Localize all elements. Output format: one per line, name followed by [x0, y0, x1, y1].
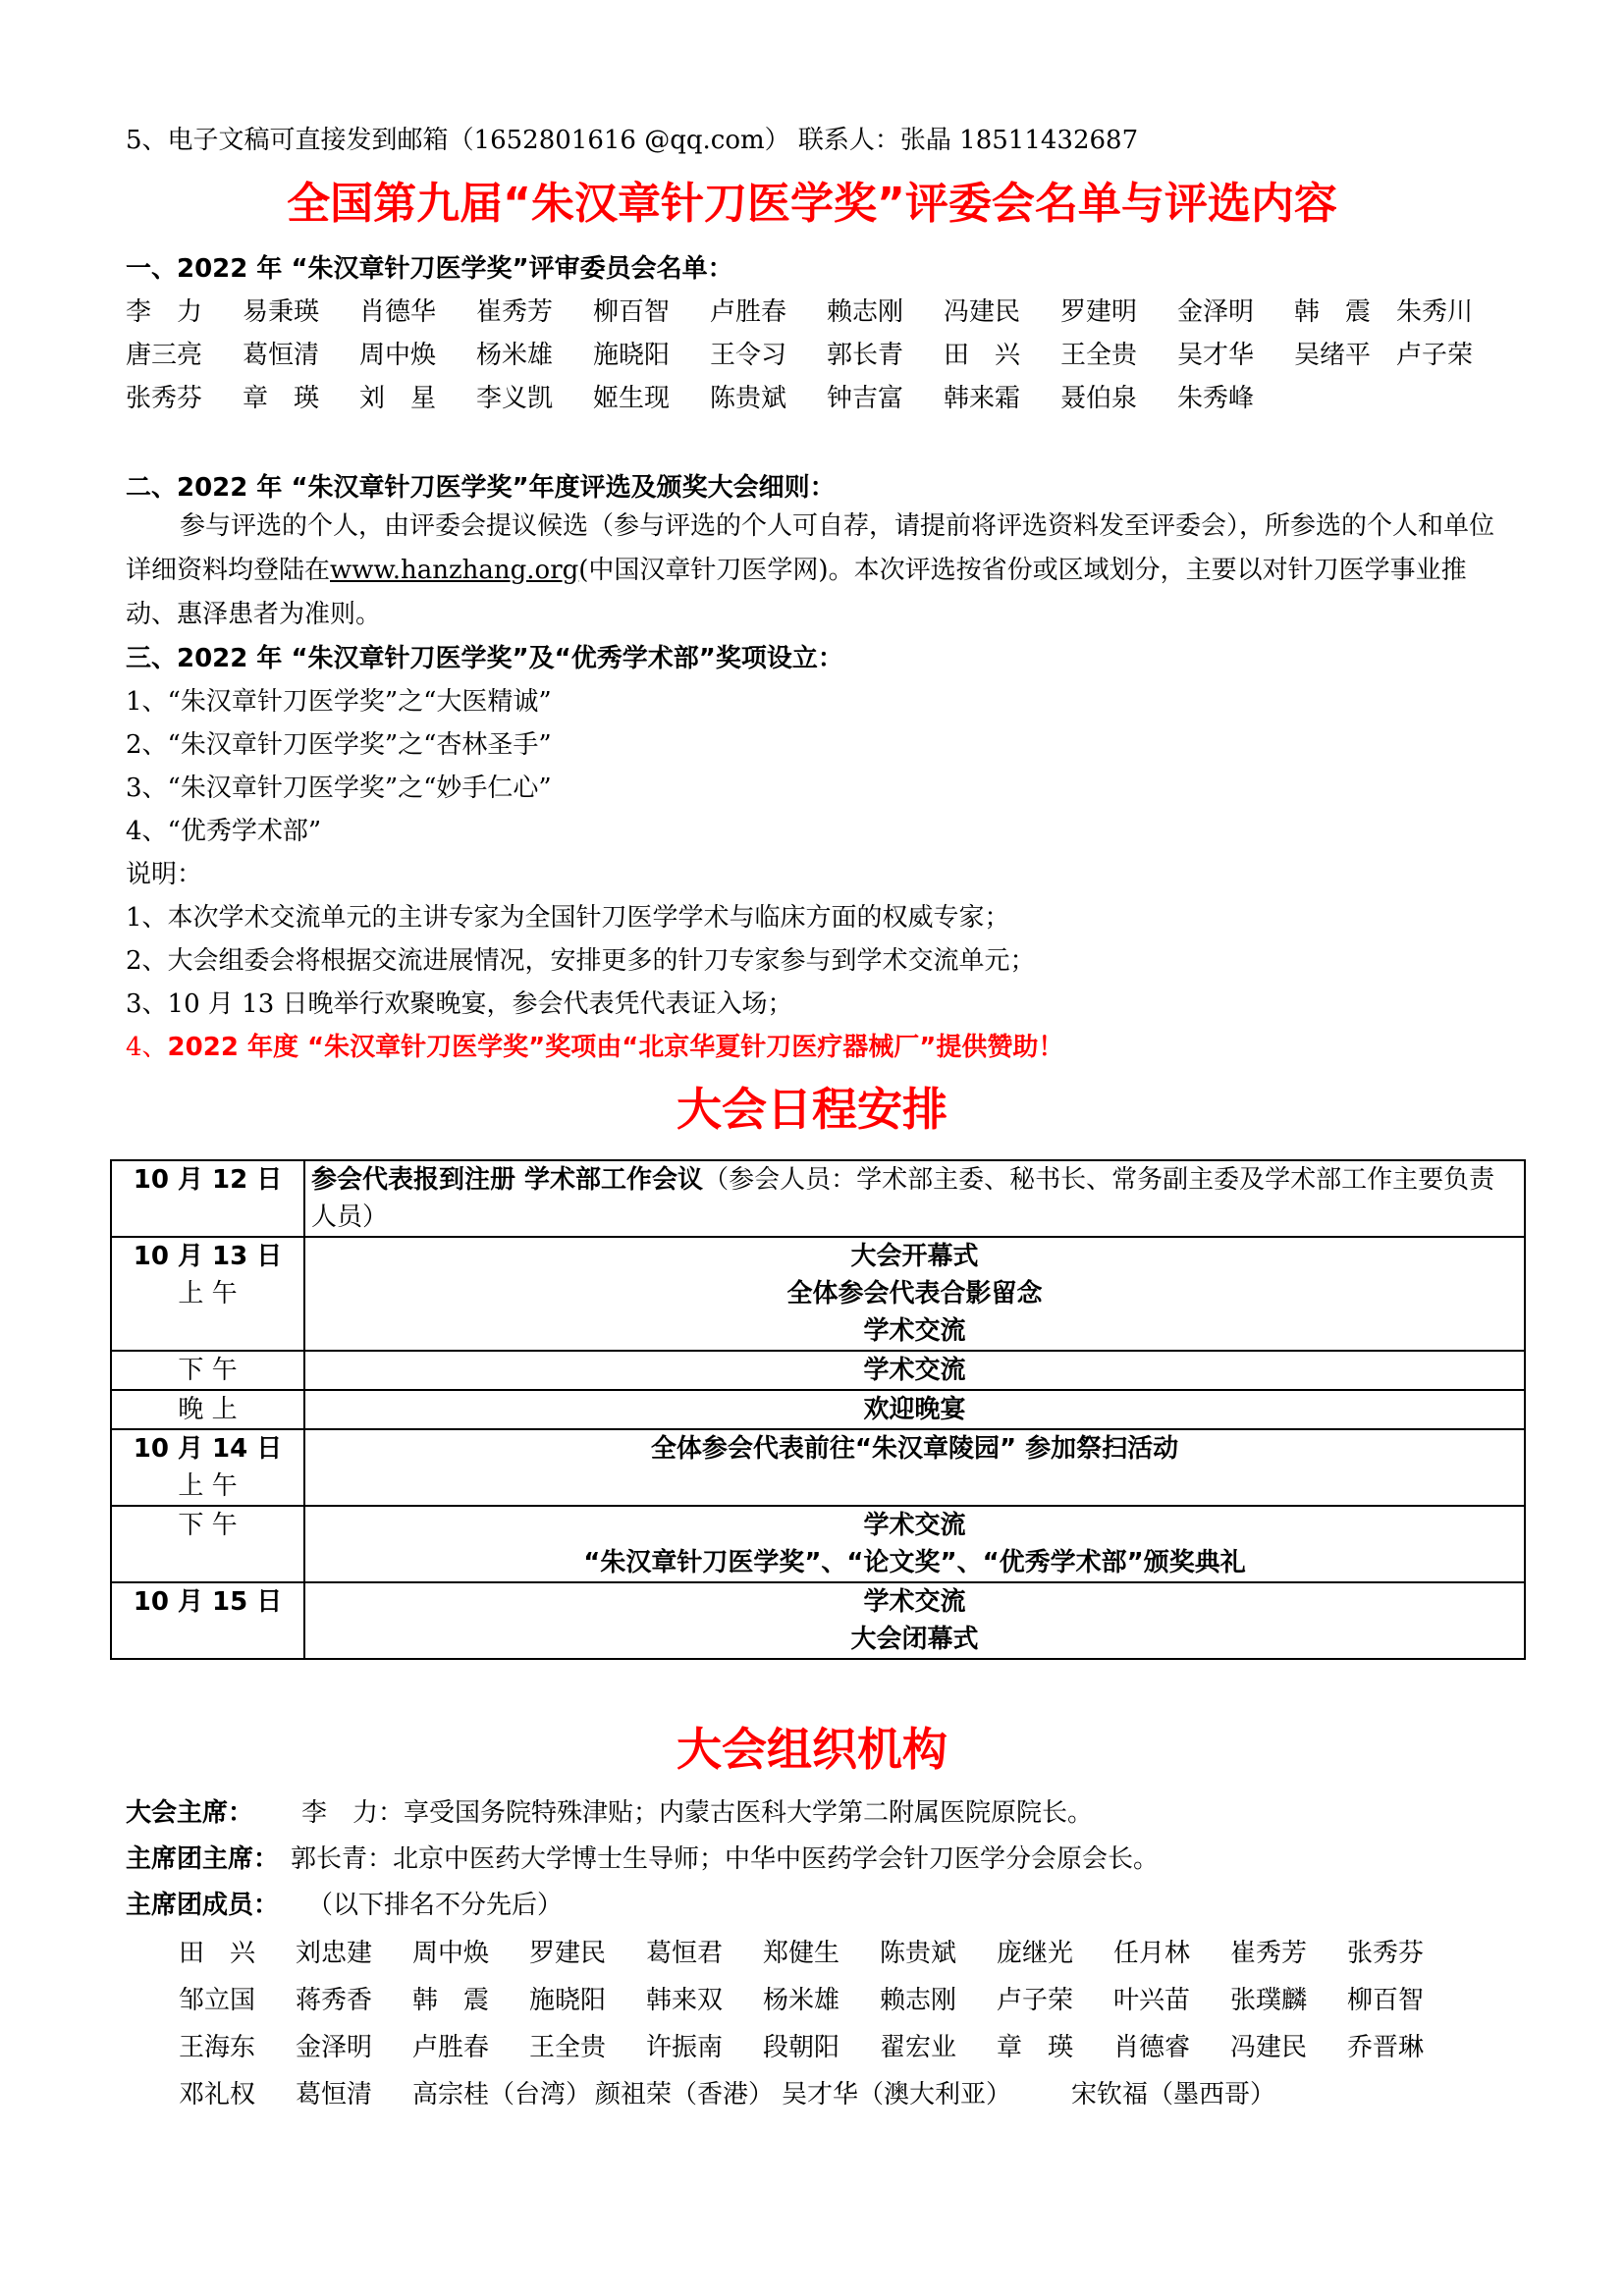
presidium-member: 郑健生: [763, 1939, 840, 1968]
schedule-event: 学术交流 大会闭幕式: [304, 1582, 1525, 1659]
section2-paragraph: [126, 505, 1510, 637]
section1-heading: 一、2022 年 “朱汉章针刀医学奖”评审委员会名单：: [126, 254, 733, 284]
presidium-member: 卢胜春: [412, 2033, 490, 2062]
presidium-chair-line: [126, 1843, 1159, 1875]
presidium-member: 卢子荣: [997, 1986, 1074, 2015]
presidium-member: 庞继光: [997, 1939, 1074, 1968]
award-item: 3、“朱汉章针刀医学奖”之“妙手仁心”: [126, 774, 552, 803]
note-item: 1、本次学术交流单元的主讲专家为全国针刀医学学术与临床方面的权威专家；: [126, 903, 1010, 933]
schedule-row: [111, 1160, 1525, 1237]
presidium-member: 肖德睿: [1113, 2033, 1191, 2062]
presidium-member: 葛恒清: [296, 2080, 373, 2109]
presidium-member: 张璞麟: [1230, 1986, 1308, 2015]
hanzhang-website-link[interactable]: www.hanzhang.org: [330, 556, 579, 585]
committee-member: 陈贵斌: [710, 384, 787, 413]
presidium-member: 翟宏业: [880, 2033, 957, 2062]
presidium-member: 蒋秀香: [296, 1986, 373, 2015]
presidium-row: [179, 1938, 1464, 1969]
conference-chair-text: 李 力：享受国务院特殊津贴；内蒙古医科大学第二附属医院原院长。: [301, 1798, 1094, 1828]
presidium-row: [179, 2079, 1287, 2110]
committee-member: 姬生现: [593, 384, 671, 413]
schedule-row: [111, 1390, 1525, 1429]
presidium-member: 王海东: [179, 2033, 256, 2062]
presidium-members-note: （以下排名不分先后）: [307, 1891, 564, 1920]
schedule-row: [111, 1237, 1525, 1351]
committee-member: 周中焕: [359, 341, 437, 370]
presidium-member: 颜祖荣（香港）: [595, 2080, 775, 2109]
committee-member: 冯建民: [944, 297, 1021, 327]
presidium-member: 章 瑛: [997, 2033, 1074, 2062]
presidium-member: 乔晋琳: [1347, 2033, 1425, 2062]
note-item: 2、大会组委会将根据交流进展情况，安排更多的针刀专家参与到学术交流单元；: [126, 946, 1036, 976]
committee-member: 罗建明: [1060, 297, 1138, 327]
award-item: 1、“朱汉章针刀医学奖”之“大医精诚”: [126, 687, 552, 717]
schedule-row: [111, 1351, 1525, 1390]
section2-text-a: 参与评选的个人，由评委会提议候选（参与评选的个人可自荐，请提前将评选资料发至评委会），所参选的个人和单位详细资料均登陆在: [126, 511, 1495, 585]
presidium-row: [179, 2032, 1464, 2063]
presidium-member: 王全贵: [529, 2033, 607, 2062]
presidium-member: 葛恒君: [646, 1939, 724, 1968]
committee-member: 李义凯: [476, 384, 554, 413]
schedule-row: [111, 1429, 1525, 1506]
organization-title: 大会组织机构: [677, 1723, 947, 1776]
award-item: 2、“朱汉章针刀医学奖”之“杏林圣手”: [126, 730, 552, 760]
presidium-members-line: [126, 1890, 563, 1921]
presidium-member: 韩 震: [412, 1986, 490, 2015]
committee-member: 肖德华: [359, 297, 437, 327]
presidium-member: 杨米雄: [763, 1986, 840, 2015]
committee-member: 王全贵: [1060, 341, 1138, 370]
schedule-event: 欢迎晚宴: [304, 1390, 1525, 1429]
conference-chair-label: 大会主席：: [126, 1798, 254, 1828]
schedule-date: 下 午: [111, 1506, 304, 1582]
committee-member: 金泽明: [1177, 297, 1255, 327]
schedule-event: 学术交流 “朱汉章针刀医学奖”、“论文奖”、“优秀学术部”颁奖典礼: [304, 1506, 1525, 1582]
presidium-member: 段朝阳: [763, 2033, 840, 2062]
presidium-members-label: 主席团成员：: [126, 1891, 280, 1920]
presidium-member: 刘忠建: [296, 1939, 373, 1968]
committee-row: [126, 383, 1254, 414]
presidium-chair-text: 郭长青：北京中医药大学博士生导师；中华中医药学会针刀医学分会原会长。: [291, 1844, 1160, 1874]
committee-member: 卢子荣: [1396, 341, 1474, 370]
committee-member: 卢胜春: [710, 297, 787, 327]
schedule-date: 10 月 14 日 上 午: [111, 1429, 304, 1506]
committee-member: 韩来霜: [944, 384, 1021, 413]
committee-member: 张秀芬: [126, 384, 203, 413]
presidium-member: 任月林: [1113, 1939, 1191, 1968]
schedule-date: 10 月 12 日: [111, 1160, 304, 1237]
committee-member: 田 兴: [944, 341, 1021, 370]
conference-chair-line: [126, 1797, 1093, 1829]
presidium-member: 罗建民: [529, 1939, 607, 1968]
committee-member: 葛恒清: [243, 341, 320, 370]
notes-label: 说明：: [126, 860, 203, 889]
schedule-event: 大会开幕式 全体参会代表合影留念 学术交流: [304, 1237, 1525, 1351]
schedule-title: 大会日程安排: [677, 1083, 947, 1136]
committee-member: 郭长青: [827, 341, 904, 370]
schedule-row: [111, 1506, 1525, 1582]
committee-member: 吴绪平: [1294, 341, 1372, 370]
committee-member: 韩 震: [1294, 297, 1372, 327]
presidium-member: 田 兴: [179, 1939, 256, 1968]
presidium-member: 许振南: [646, 2033, 724, 2062]
presidium-member: 邹立国: [179, 1986, 256, 2015]
schedule-event: 学术交流: [304, 1351, 1525, 1390]
committee-member: 赖志刚: [827, 297, 904, 327]
presidium-member: 冯建民: [1230, 2033, 1308, 2062]
committee-member: 章 瑛: [243, 384, 320, 413]
committee-member: 吴才华: [1177, 341, 1255, 370]
presidium-member: 高宗桂（台湾）: [412, 2080, 592, 2109]
note-item: 3、10 月 13 日晚举行欢聚晚宴，参会代表凭代表证入场；: [126, 989, 793, 1019]
presidium-member: 吴才华（澳大利亚）: [782, 2080, 1012, 2109]
presidium-member: 崔秀芳: [1230, 1939, 1308, 1968]
sponsor-text: 2022 年度 “朱汉章针刀医学奖”奖项由“北京华夏针刀医疗器械厂”提供赞助！: [167, 1033, 1064, 1062]
committee-member: 聂伯泉: [1060, 384, 1138, 413]
presidium-member: 韩来双: [646, 1986, 724, 2015]
note4-prefix: 4、: [126, 1033, 168, 1062]
presidium-member: 陈贵斌: [880, 1939, 957, 1968]
committee-member: 唐三亮: [126, 341, 203, 370]
schedule-date: 晚 上: [111, 1390, 304, 1429]
committee-member: 易秉瑛: [243, 297, 320, 327]
presidium-member: 金泽明: [296, 2033, 373, 2062]
presidium-member: 张秀芬: [1347, 1939, 1425, 1968]
email-contact-line: 5、电子文稿可直接发到邮箱（1652801616 @qq.com） 联系人：张晶 18511432687: [126, 126, 1139, 155]
committee-member: 柳百智: [593, 297, 671, 327]
committee-member: 刘 星: [359, 384, 437, 413]
presidium-member: 赖志刚: [880, 1986, 957, 2015]
schedule-event: 参会代表报到注册 学术部工作会议（参会人员：学术部主委、秘书长、常务副主委及学术部工作主要负责人员）: [304, 1160, 1525, 1237]
committee-member: 李 力: [126, 297, 203, 327]
committee-member: 崔秀芳: [476, 297, 554, 327]
schedule-event: 全体参会代表前往“朱汉章陵园” 参加祭扫活动: [304, 1429, 1525, 1506]
sponsor-note: [126, 1032, 1063, 1063]
presidium-member: 叶兴苗: [1113, 1986, 1191, 2015]
section3-heading: 三、2022 年 “朱汉章针刀医学奖”及“优秀学术部”奖项设立：: [126, 644, 843, 673]
committee-row: [126, 296, 1473, 328]
committee-member: 杨米雄: [476, 341, 554, 370]
award-item: 4、“优秀学术部”: [126, 817, 322, 846]
committee-member: 钟吉富: [827, 384, 904, 413]
section2-heading: 二、2022 年 “朱汉章针刀医学奖”年度评选及颁奖大会细则：: [126, 473, 836, 503]
presidium-row: [179, 1985, 1464, 2016]
committee-row: [126, 340, 1473, 371]
schedule-table: [110, 1159, 1526, 1660]
committee-member: 施晓阳: [593, 341, 671, 370]
committee-member: 朱秀川: [1396, 297, 1474, 327]
presidium-member: 邓礼权: [179, 2080, 256, 2109]
schedule-date: 下 午: [111, 1351, 304, 1390]
committee-member: 王令习: [710, 341, 787, 370]
section2-text-b: (中国汉章针刀医学网)。本次评选按省份或区域划分，主要以对针刀医学事业推动、惠泽患者为准则。: [126, 556, 1467, 629]
presidium-member: 柳百智: [1347, 1986, 1425, 2015]
schedule-date: 10 月 13 日 上 午: [111, 1237, 304, 1351]
committee-member: 朱秀峰: [1177, 384, 1255, 413]
presidium-member: 施晓阳: [529, 1986, 607, 2015]
committee-title: 全国第九届“朱汉章针刀医学奖”评委会名单与评选内容: [287, 179, 1337, 229]
presidium-member: 周中焕: [412, 1939, 490, 1968]
presidium-chair-label: 主席团主席：: [126, 1844, 280, 1874]
schedule-row: [111, 1582, 1525, 1659]
schedule-date: 10 月 15 日: [111, 1582, 304, 1659]
presidium-member: 宋钦福（墨西哥）: [1071, 2080, 1276, 2109]
